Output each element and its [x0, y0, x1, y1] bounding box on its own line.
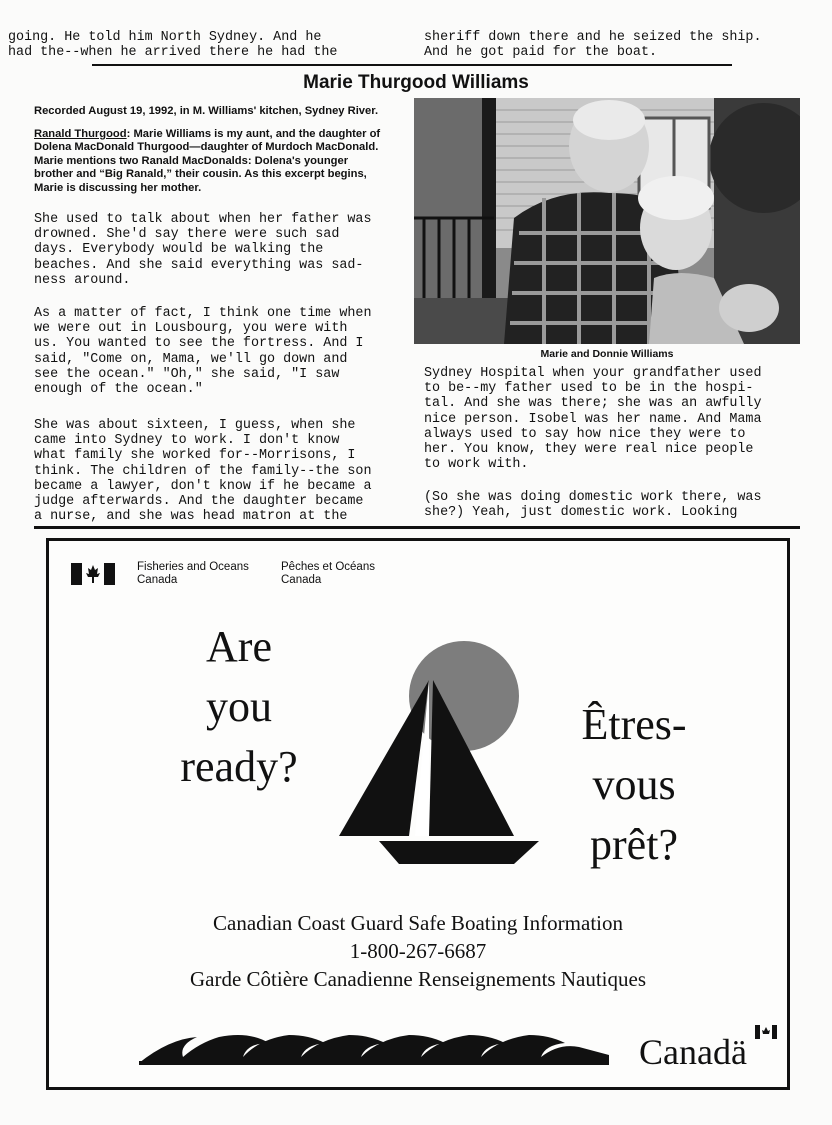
headline-fr: Êtres- vous prêt? [581, 700, 687, 869]
intro-line-5: Marie is discussing her mother. [34, 181, 202, 194]
paragraph-5: (So she was doing domestic work there, was she?) Yeah, just domestic work. Looking [424, 490, 762, 521]
paragraph-4: Sydney Hospital when your grandfather used to be--my father used to be in the hospi- tal. And she was there; she was an awfully nice person. Isobel was her name. And Mama always used to say how nice they were to her. You know, they were real nice people to work with. [424, 366, 762, 473]
wordmark-flag-icon [755, 1025, 777, 1039]
photo-illustration [414, 98, 800, 344]
jib-sail [339, 680, 429, 836]
waves-illustration [139, 1029, 609, 1069]
paragraph-1: She used to talk about when her father was drowned. She'd say there were such sad days. Everybody would be walking the beaches. And she said everything was sad- ness around. [34, 212, 372, 288]
intro-line-1: : Marie Williams is my aunt, and the daughter of [126, 128, 381, 140]
ad-line-fr: Garde Côtière Canadienne Renseignements Nautiques [189, 967, 647, 991]
headline-en: Are you ready? [180, 622, 298, 791]
recorded-line: Recorded August 19, 1992, in M. Williams' kitchen, Sydney River. [34, 105, 379, 117]
article-bottom-rule [34, 526, 800, 529]
top-right-line-1: sheriff down there and he seized the ship. [424, 30, 762, 45]
intro-name: Ranald Thurgood [34, 128, 127, 140]
safe-boating-ad [46, 538, 790, 1090]
intro-line-3: Marie mentions two Ranald MacDonalds: Dolena's younger [34, 154, 349, 167]
paragraph-3: She was about sixteen, I guess, when she came into Sydney to work. I don't know what family she worked for--Morrisons, I think. The children of the family--the son became a lawyer, don't know if he became a judge afterwards. And the daughter became a nurse, and she was head matron at the [34, 418, 372, 525]
top-right-line-2: And he got paid for the boat. [424, 45, 658, 60]
paragraph-2: As a matter of fact, I think one time when we were out in Lousbourg, you were with us. You wanted to see the fortress. And I said, "Come on, Mama, we'll go down and see the ocean." "Oh," she said, "I saw enough of the ocean." [34, 306, 372, 398]
photo-caption: Marie and Donnie Williams [540, 348, 674, 360]
ad-phone: 1-800-267-6687 [349, 939, 487, 963]
intro-line-2: Dolena MacDonald Thurgood—daughter of Murdoch MacDonald. [34, 141, 379, 154]
top-divider [92, 64, 732, 66]
dept-name-en: Fisheries and Oceans Canada [137, 561, 249, 586]
canada-wordmark: Canadä [639, 1032, 747, 1072]
boat-hull [379, 841, 539, 864]
sailboat-illustration [319, 636, 559, 866]
top-left-line-2: had the--when he arrived there he had the [8, 45, 338, 60]
photo-marie-donnie [414, 98, 800, 344]
intro-block [34, 128, 380, 195]
article-title: Marie Thurgood Williams [303, 72, 529, 93]
dept-name-fr: Pêches et Océans Canada [281, 561, 375, 586]
intro-line-4: brother and “Big Ranald,” their cousin. As this excerpt begins, [34, 168, 367, 181]
top-left-line-1: going. He told him North Sydney. And he [8, 30, 322, 45]
ad-line-en: Canadian Coast Guard Safe Boating Information [213, 911, 623, 935]
canada-flag-icon [71, 563, 115, 585]
